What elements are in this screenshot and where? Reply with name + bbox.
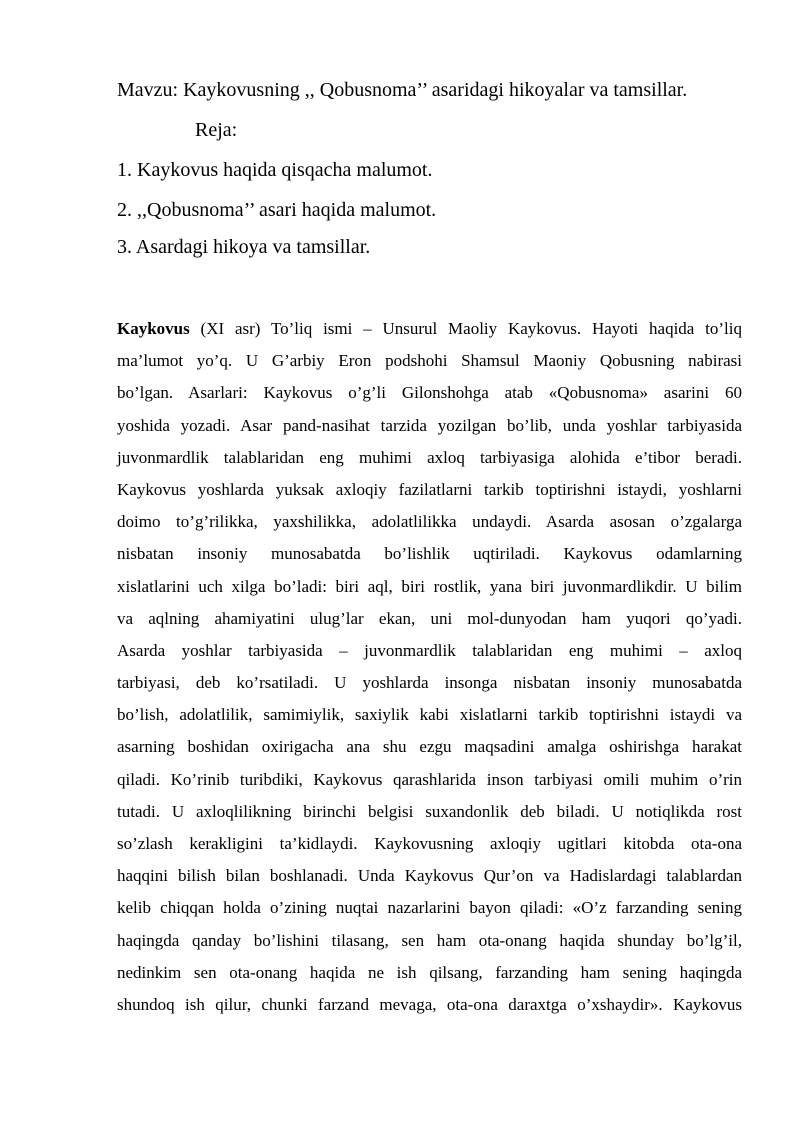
plan-heading: Reja: — [195, 119, 238, 141]
paragraph-line: juvonmardlik talablaridan eng muhimi axloq tarbiyasiga alohida e’tibor beradi. — [117, 447, 742, 467]
plan-item-2: 2. ,,Qobusnoma’’ asari haqida malumot. — [117, 199, 437, 221]
paragraph-line: yoshida yozadi. Asar pand-nasihat tarzida yozilgan bo’lib, unda yoshlar tarbiyasida — [117, 415, 742, 435]
topic-title: Mavzu: Kaykovusning ,, Qobusnoma’’ asaridagi hikoyalar va tamsillar. — [117, 79, 688, 101]
paragraph-line: ma’lumot yo’q. U G’arbiy Eron podshohi Shamsul Maoniy Qobusning nabirasi — [117, 351, 742, 371]
paragraph-lead-term: Kaykovus — [117, 319, 190, 338]
paragraph-line: shundoq ish qilur, chunki farzand mevaga, ota-ona daraxtga o’xshaydir». Kaykovus — [117, 994, 742, 1014]
plan-item-3: 3. Asardagi hikoya va tamsillar. — [117, 236, 371, 258]
paragraph-line: qiladi. Ko’rinib turibdiki, Kaykovus qarashlarida inson tarbiyasi omili muhim o’rin — [117, 769, 742, 789]
paragraph-line: asarning boshidan oxirigacha ana shu ezgu maqsadini amalga oshirishga harakat — [117, 737, 742, 757]
paragraph-line: bo’lgan. Asarlari: Kaykovus o’g’li Gilonshohga atab «Qobusnoma» asarini 60 — [117, 383, 742, 403]
plan-item-1: 1. Kaykovus haqida qisqacha malumot. — [117, 159, 433, 181]
paragraph-line: tarbiyasi, deb ko’rsatiladi. U yoshlarda insonga nisbatan insoniy munosabatda — [117, 673, 742, 693]
paragraph-line: Kaykovus yoshlarda yuksak axloqiy fazilatlarni tarkib toptirishni istaydi, yoshlarni — [117, 479, 742, 499]
paragraph-line: haqingda qanday bo’lishini tilasang, sen ham ota-onang haqida shunday bo’lg’il, — [117, 930, 742, 950]
paragraph-line-text: (XI asr) To’liq ismi – Unsurul Maoliy Kaykovus. Hayoti haqida to’liq — [189, 319, 742, 338]
paragraph-line: haqqini bilish bilan boshlanadi. Unda Kaykovus Qur’on va Hadislardagi talablardan — [117, 866, 742, 886]
paragraph-line: tutadi. U axloqlilikning birinchi belgisi suxandonlik deb biladi. U notiqlikda rost — [117, 801, 742, 821]
paragraph-line: nisbatan insoniy munosabatda bo’lishlik uqtiriladi. Kaykovus odamlarning — [117, 544, 742, 564]
paragraph-line: doimo to’g’rilikka, yaxshilikka, adolatlilikka undaydi. Asarda asosan o’zgalarga — [117, 512, 742, 532]
paragraph-line: nedinkim sen ota-onang haqida ne ish qilsang, farzanding ham sening haqingda — [117, 962, 742, 982]
paragraph-line: bo’lish, adolatlilik, samimiylik, saxiylik kabi xislatlarni tarkib toptirishni istaydi va — [117, 705, 742, 725]
paragraph-line: kelib chiqqan holda o’zining nuqtai nazarlarini bayon qiladi: «O’z farzanding sening — [117, 898, 742, 918]
main-paragraph — [117, 313, 742, 1021]
paragraph-line: xislatlarini uch xilga bo’ladi: biri aql, biri rostlik, yana biri juvonmardlikdir. U bilim — [117, 576, 742, 596]
paragraph-line: Asarda yoshlar tarbiyasida – juvonmardlik talablaridan eng muhimi – axloq — [117, 640, 742, 660]
paragraph-line: so’zlash kerakligini ta’kidlaydi. Kaykovusning axloqiy ugitlari kitobda ota-ona — [117, 834, 742, 853]
paragraph-line — [117, 313, 742, 345]
paragraph-line: va aqlning ahamiyatini ulug’lar ekan, uni mol-dunyodan ham yuqori qo’yadi. — [117, 608, 742, 628]
